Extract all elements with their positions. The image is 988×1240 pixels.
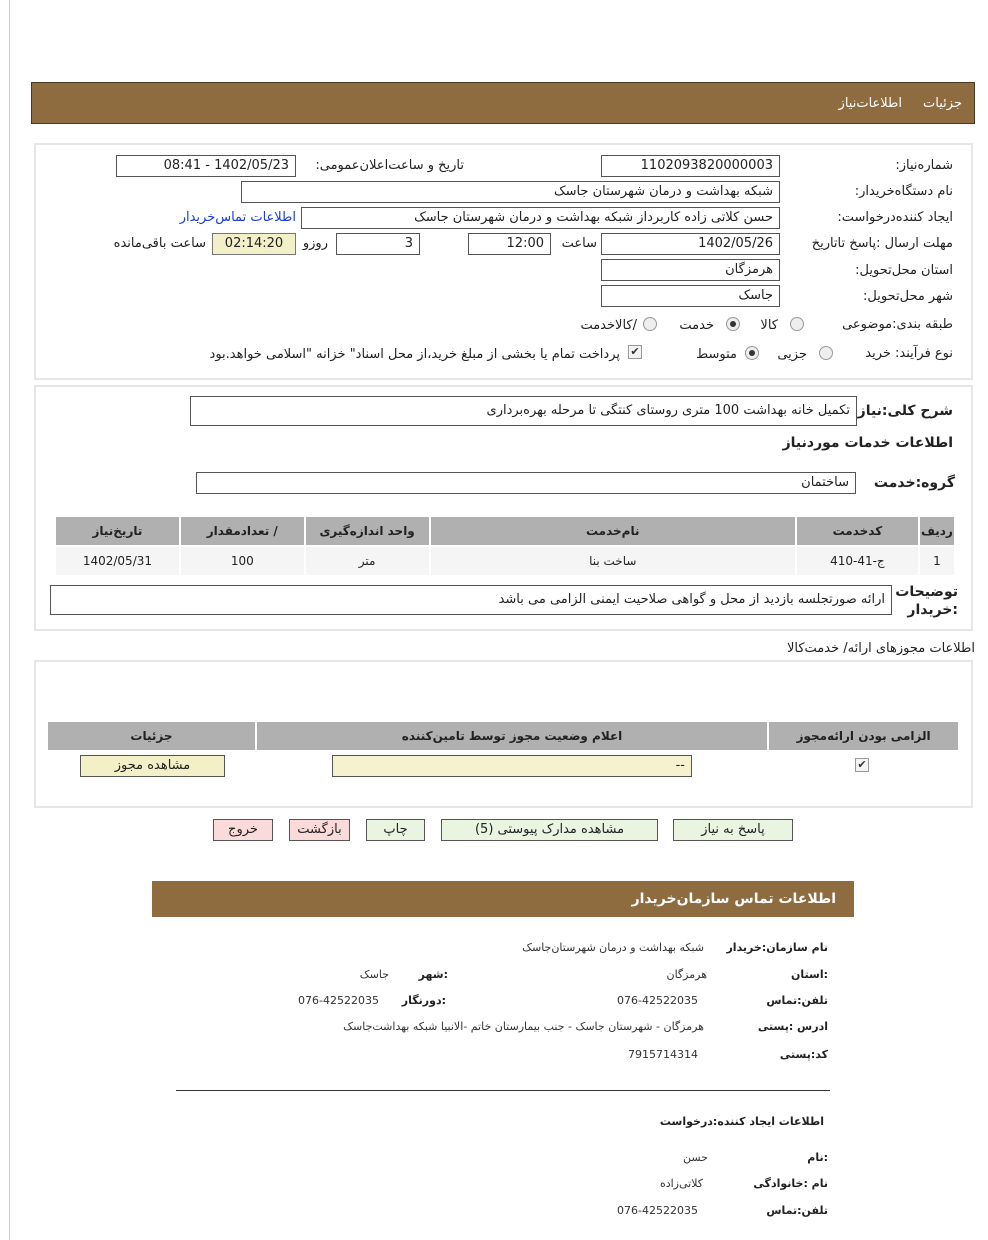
city-contact-value: جاسک xyxy=(359,968,389,981)
col-unit: واحد اندازه‌گیری xyxy=(306,517,429,545)
radio-medium[interactable] xyxy=(745,346,759,360)
buyer-notes-field: ارائه صورتجلسه بازدید از محل و گواهی صلاحیت ایمنی الزامی می باشد xyxy=(50,585,892,615)
permit-required-checkbox[interactable]: ✔ xyxy=(855,758,869,772)
city-label: شهر محل‌تحویل: xyxy=(863,289,953,304)
need-number-label: شماره‌نیاز: xyxy=(895,158,953,173)
cell-need-date: 1402/05/31 xyxy=(56,547,179,575)
remaining-label: ساعت باقی‌مانده xyxy=(113,236,206,251)
address-value: هرمزگان - شهرستان جاسک - جنب بیمارستان خاتم -الانبیا شبکه بهداشت‌جاسک xyxy=(343,1020,704,1033)
category-label: طبقه بندی:موضوعی xyxy=(842,317,953,332)
tab-need-info[interactable]: اطلاعات‌نیاز xyxy=(838,96,902,111)
org-label: نام سازمان:خریدار xyxy=(726,941,828,954)
name-value: حسن xyxy=(683,1151,708,1164)
creator-phone-label: تلفن:تماس xyxy=(766,1204,828,1217)
radio-small[interactable] xyxy=(819,346,833,360)
need-info-panel xyxy=(34,143,973,380)
address-label: ادرس :پستی xyxy=(757,1020,828,1033)
page-left-border xyxy=(9,0,10,1240)
attachments-button[interactable]: مشاهده مدارک پیوستی (5) xyxy=(441,819,658,841)
buyer-field: شبکه بهداشت و درمان شهرستان جاسک xyxy=(241,181,780,203)
contact-title: اطلاعات تماس سازمان‌خریدار xyxy=(631,891,836,907)
fax-value: 076-42522035 xyxy=(298,994,379,1007)
creator-phone-value: 076-42522035 xyxy=(617,1204,698,1217)
cell-quantity: 100 xyxy=(181,547,304,575)
cell-service-name: ساخت بنا xyxy=(431,547,795,575)
col-service-code: کدخدمت xyxy=(797,517,918,545)
radio-goods-service[interactable] xyxy=(643,317,657,331)
remaining-timer: 02:14:20 xyxy=(212,233,296,255)
radio-service-label: خدمت xyxy=(679,318,714,333)
service-group-label: گروه:خدمت xyxy=(873,475,955,491)
permit-status-field[interactable]: -- xyxy=(332,755,692,777)
services-table xyxy=(54,515,956,577)
payment-text: پرداخت تمام یا بخشی از مبلغ خرید،از محل اسناد" خزانه "اسلامی خواهد‌.بود xyxy=(209,347,620,362)
radio-medium-label: متوسط xyxy=(696,347,737,362)
col-need-date: تاریخ‌نیاز xyxy=(56,517,179,545)
radio-goods-label: کالا xyxy=(760,318,778,333)
cell-service-code: ج-41-410 xyxy=(797,547,918,575)
announce-label: تاریخ و ساعت‌اعلان‌عمومی: xyxy=(315,158,464,173)
print-button[interactable]: چاپ xyxy=(366,819,425,841)
postal-value: 7915714314 xyxy=(628,1048,698,1061)
deadline-time-label: ساعت xyxy=(561,236,597,251)
need-number-field: 1102093820000003 xyxy=(601,155,780,177)
phone-value: 076-42522035 xyxy=(617,994,698,1007)
city-contact-label: :شهر xyxy=(418,968,448,981)
radio-goods-service-label: /کالاخدمت xyxy=(580,318,637,333)
buyer-contact-link[interactable]: اطلاعات تماس‌خریدار xyxy=(179,210,296,225)
radio-goods[interactable] xyxy=(790,317,804,331)
col-service-name: نام‌خدمت xyxy=(431,517,795,545)
family-value: کلاتی‌زاده xyxy=(659,1177,703,1190)
contact-divider xyxy=(176,1090,830,1091)
reply-button[interactable]: پاسخ به نیاز xyxy=(673,819,793,841)
col-permit-details: جزئیات xyxy=(48,722,255,750)
payment-checkbox[interactable]: ✔ xyxy=(628,345,642,359)
fax-label: :دورنگار xyxy=(401,994,446,1007)
province-label: استان محل‌تحویل: xyxy=(855,263,953,278)
cell-unit: متر xyxy=(306,547,429,575)
col-permit-required: الزامی بودن ارائه‌مجوز xyxy=(769,722,958,750)
creator-label: ایجاد کننده‌درخواست: xyxy=(837,210,953,225)
buyer-notes-label-1: توضیحات xyxy=(895,584,958,600)
contact-header-bar xyxy=(152,881,854,917)
col-row: ردیف xyxy=(920,517,954,545)
org-value: شبکه بهداشت و درمان شهرستان‌جاسک xyxy=(522,941,704,954)
province-contact-label: :استان xyxy=(791,968,828,981)
page-header-bar xyxy=(31,82,975,124)
col-permit-status: اعلام وضعیت مجوز توسط تامین‌کننده xyxy=(257,722,767,750)
name-label: :نام xyxy=(807,1151,828,1164)
days-label: روزو xyxy=(302,236,328,251)
permits-title: اطلاعات مجوزهای ارائه/ خدمت‌کالا xyxy=(786,641,975,656)
buyer-notes-label-2: :خریدار xyxy=(907,602,958,618)
days-field: 3 xyxy=(336,233,420,255)
province-field: هرمزگان xyxy=(601,259,780,281)
family-label: نام :خانوادگی xyxy=(753,1177,828,1190)
creator-field: حسن کلاتی زاده کاربرداز شبکه بهداشت و درمان شهرستان جاسک xyxy=(301,207,780,229)
col-quantity: / تعدادمقدار xyxy=(181,517,304,545)
services-title: اطلاعات خدمات مورد‌نیاز xyxy=(782,435,953,451)
phone-label: تلفن:تماس xyxy=(766,994,828,1007)
buyer-label: نام دستگاه‌خریدار: xyxy=(854,184,953,199)
exit-button[interactable]: خروج xyxy=(213,819,273,841)
cell-row: 1 xyxy=(920,547,954,575)
process-label: نوع فرآیند: خرید xyxy=(865,346,953,361)
deadline-time-field: 12:00 xyxy=(468,233,551,255)
tab-details[interactable]: جزئیات xyxy=(923,96,962,111)
province-contact-value: هرمزگان xyxy=(666,968,707,981)
city-field: جاسک xyxy=(601,285,780,307)
deadline-date-field: 1402/05/26 xyxy=(601,233,780,255)
announce-field: 1402/05/23 - 08:41 xyxy=(116,155,296,177)
description-label: شرح کلی:نیاز xyxy=(857,403,953,419)
description-field: تکمیل خانه بهداشت 100 متری روستای کنتگی تا مرحله بهره‌برداری xyxy=(190,396,857,426)
radio-small-label: جزیی xyxy=(777,347,807,362)
view-permit-button[interactable]: مشاهده مجوز xyxy=(80,755,225,777)
creator-info-title: اطلاعات ایجاد کننده:درخواست xyxy=(659,1115,824,1128)
postal-label: کد:پستی xyxy=(779,1048,828,1061)
radio-service[interactable] xyxy=(726,317,740,331)
back-button[interactable]: بازگشت xyxy=(289,819,350,841)
service-group-field: ساختمان xyxy=(196,472,856,494)
table-row xyxy=(56,547,954,575)
deadline-label: مهلت ارسال :پاسخ تا‌تاریخ xyxy=(811,236,953,251)
